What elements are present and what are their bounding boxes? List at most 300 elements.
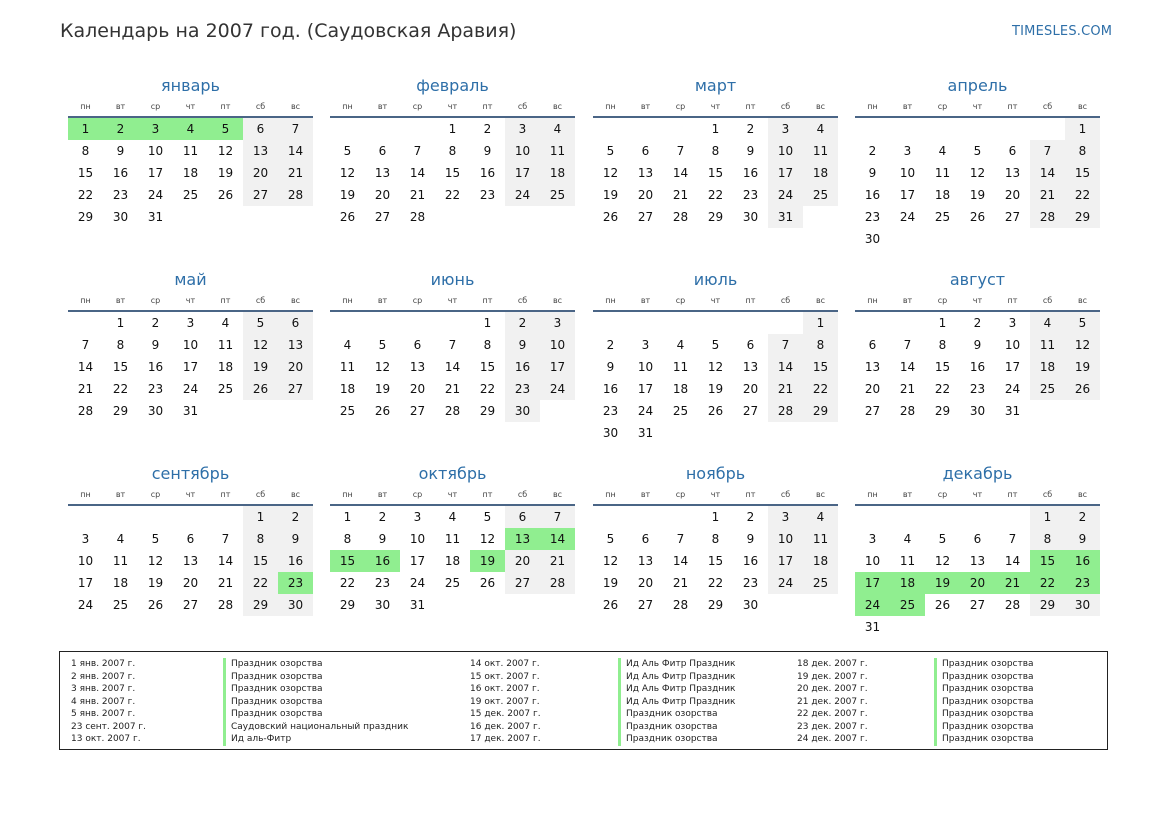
holiday-day-cell: 25 xyxy=(890,594,925,616)
holiday-date: 22 дек. 2007 г. xyxy=(797,709,868,719)
weekday-header xyxy=(330,296,575,310)
day-cell: 19 xyxy=(1065,356,1100,378)
day-cell: 8 xyxy=(343,532,352,546)
day-cell: 5 xyxy=(973,144,982,158)
day-cell: 23 xyxy=(864,210,881,224)
day-cell: 30 xyxy=(864,232,881,246)
holiday-date: 13 окт. 2007 г. xyxy=(71,734,141,744)
holiday-day-cell: 20 xyxy=(960,572,995,594)
holiday-name: Праздник озорства xyxy=(934,683,1034,696)
day-cell: 29 xyxy=(707,210,724,224)
day-cell: 4 xyxy=(1030,312,1065,334)
day-cell: 24 xyxy=(768,572,803,594)
day-cell: 6 xyxy=(278,312,313,334)
month-name: декабрь xyxy=(942,464,1013,483)
weekday-label: пн xyxy=(80,490,91,499)
weekday-label: пт xyxy=(220,490,231,499)
day-cell: 3 xyxy=(186,316,195,330)
day-cell: 7 xyxy=(1030,140,1065,162)
day-cell: 12 xyxy=(374,360,391,374)
day-cell: 5 xyxy=(378,338,387,352)
holiday-day-cell: 14 xyxy=(540,528,575,550)
holiday-name: Ид Аль Фитр Праздник xyxy=(618,683,735,696)
weekday-header xyxy=(68,296,313,310)
day-cell: 11 xyxy=(899,554,916,568)
day-cell: 25 xyxy=(1030,378,1065,400)
day-cell: 21 xyxy=(409,188,426,202)
day-cell: 27 xyxy=(637,598,654,612)
holiday-day-cell: 17 xyxy=(855,572,890,594)
day-cell: 28 xyxy=(768,400,803,422)
weekday-label: чт xyxy=(710,490,721,499)
holiday-name: Ид аль-Фитр xyxy=(223,733,291,746)
day-cell: 12 xyxy=(602,166,619,180)
holiday-day-cell: 21 xyxy=(995,572,1030,594)
day-cell: 12 xyxy=(934,554,951,568)
holiday-name: Праздник озорства xyxy=(223,683,323,696)
day-cell: 8 xyxy=(1030,528,1065,550)
weekday-label: ср xyxy=(150,102,161,111)
day-cell: 13 xyxy=(637,554,654,568)
month-name: июнь xyxy=(430,270,475,289)
day-cell: 20 xyxy=(1004,188,1021,202)
day-cell: 15 xyxy=(77,166,94,180)
day-cell: 18 xyxy=(803,550,838,572)
day-cell: 19 xyxy=(602,188,619,202)
weekday-label: сб xyxy=(517,296,528,305)
holiday-date: 23 дек. 2007 г. xyxy=(797,721,868,732)
day-cell: 25 xyxy=(112,598,129,612)
day-cell: 25 xyxy=(339,404,356,418)
weekday-label: вс xyxy=(1077,102,1088,111)
month-name: октябрь xyxy=(418,464,487,483)
day-cell: 14 xyxy=(672,554,689,568)
day-cell: 12 xyxy=(217,144,234,158)
holiday-name: Саудовский национальный праздник xyxy=(223,721,408,734)
day-cell: 24 xyxy=(540,378,575,400)
day-cell: 9 xyxy=(505,334,540,356)
weekday-label: ср xyxy=(675,102,686,111)
day-cell: 22 xyxy=(707,576,724,590)
weekday-label: ср xyxy=(675,296,686,305)
holiday-date: 14 окт. 2007 г. xyxy=(470,659,540,669)
day-cell: 23 xyxy=(147,382,164,396)
weekday-label: сб xyxy=(780,296,791,305)
day-cell: 13 xyxy=(243,140,278,162)
day-cell: 12 xyxy=(602,554,619,568)
holiday-name: Праздник озорства xyxy=(934,708,1034,721)
day-cell: 4 xyxy=(221,316,230,330)
day-cell: 1 xyxy=(803,312,838,334)
day-cell: 24 xyxy=(77,598,94,612)
day-cell: 30 xyxy=(278,594,313,616)
day-cell: 15 xyxy=(112,360,129,374)
day-cell: 5 xyxy=(606,532,615,546)
day-cell: 9 xyxy=(746,144,755,158)
day-cell: 26 xyxy=(602,598,619,612)
day-cell: 31 xyxy=(147,210,164,224)
weekday-label: пт xyxy=(482,102,493,111)
weekday-label: пт xyxy=(1007,102,1018,111)
day-cell: 16 xyxy=(742,554,759,568)
day-cell: 26 xyxy=(339,210,356,224)
holiday-date: 16 окт. 2007 г. xyxy=(470,684,540,694)
day-cell: 24 xyxy=(147,188,164,202)
day-cell: 18 xyxy=(339,382,356,396)
holiday-date: 21 дек. 2007 г. xyxy=(797,696,868,707)
day-cell: 8 xyxy=(448,144,457,158)
day-cell: 7 xyxy=(221,532,230,546)
day-cell: 12 xyxy=(243,334,278,356)
weekday-label: вс xyxy=(290,296,301,305)
day-cell: 12 xyxy=(479,532,496,546)
day-cell: 18 xyxy=(540,162,575,184)
day-cell: 20 xyxy=(742,382,759,396)
weekday-label: вс xyxy=(552,490,563,499)
holiday-date: 23 сент. 2007 г. xyxy=(71,721,147,732)
day-cell: 7 xyxy=(278,118,313,140)
holiday-day-cell: 1 xyxy=(68,118,103,140)
day-cell: 2 xyxy=(868,144,877,158)
weekday-label: вс xyxy=(815,490,826,499)
day-cell: 3 xyxy=(641,338,650,352)
day-cell: 13 xyxy=(182,554,199,568)
day-cell: 25 xyxy=(182,188,199,202)
weekday-label: чт xyxy=(185,490,196,499)
day-cell: 17 xyxy=(182,360,199,374)
day-cell: 20 xyxy=(637,576,654,590)
day-cell: 1 xyxy=(483,316,492,330)
weekday-label: ср xyxy=(937,102,948,111)
weekday-label: пт xyxy=(1007,490,1018,499)
day-cell: 6 xyxy=(641,144,650,158)
holiday-name: Ид Аль Фитр Праздник xyxy=(618,658,735,671)
day-cell: 29 xyxy=(243,594,278,616)
weekday-label: вт xyxy=(377,296,388,305)
weekday-header xyxy=(855,296,1100,310)
weekday-label: пт xyxy=(745,490,756,499)
holiday-name: Ид Аль Фитр Праздник xyxy=(618,671,735,684)
day-cell: 10 xyxy=(864,554,881,568)
day-cell: 15 xyxy=(243,550,278,572)
day-cell: 24 xyxy=(768,184,803,206)
day-cell: 16 xyxy=(742,166,759,180)
day-cell: 5 xyxy=(606,144,615,158)
day-cell: 7 xyxy=(448,338,457,352)
weekday-label: чт xyxy=(447,102,458,111)
day-cell: 28 xyxy=(1004,598,1021,612)
day-cell: 8 xyxy=(81,144,90,158)
day-cell: 31 xyxy=(409,598,426,612)
weekday-label: чт xyxy=(972,296,983,305)
day-cell: 3 xyxy=(1008,316,1017,330)
day-cell: 14 xyxy=(444,360,461,374)
weekday-label: пн xyxy=(867,490,878,499)
day-cell: 21 xyxy=(672,188,689,202)
day-cell: 20 xyxy=(243,162,278,184)
weekday-label: пн xyxy=(342,102,353,111)
day-cell: 27 xyxy=(243,184,278,206)
weekday-label: ср xyxy=(675,490,686,499)
day-cell: 16 xyxy=(505,356,540,378)
holiday-day-cell: 16 xyxy=(365,550,400,572)
weekday-label: пт xyxy=(482,490,493,499)
weekday-label: сб xyxy=(517,102,528,111)
day-cell: 22 xyxy=(479,382,496,396)
holiday-day-cell: 4 xyxy=(173,118,208,140)
day-cell: 23 xyxy=(479,188,496,202)
day-cell: 6 xyxy=(413,338,422,352)
weekday-label: пт xyxy=(745,296,756,305)
day-cell: 31 xyxy=(637,426,654,440)
day-cell: 5 xyxy=(483,510,492,524)
day-cell: 11 xyxy=(803,140,838,162)
day-cell: 17 xyxy=(637,382,654,396)
weekday-label: чт xyxy=(185,102,196,111)
holiday-day-cell: 23 xyxy=(1065,572,1100,594)
day-cell: 26 xyxy=(243,378,278,400)
day-cell: 28 xyxy=(1030,206,1065,228)
month-name: ноябрь xyxy=(685,464,746,483)
day-cell: 16 xyxy=(112,166,129,180)
day-cell: 15 xyxy=(444,166,461,180)
day-cell: 23 xyxy=(112,188,129,202)
holiday-date: 2 янв. 2007 г. xyxy=(71,671,136,682)
day-cell: 13 xyxy=(864,360,881,374)
holiday-day-cell: 18 xyxy=(890,572,925,594)
day-cell: 23 xyxy=(505,378,540,400)
day-cell: 10 xyxy=(637,360,654,374)
day-cell: 2 xyxy=(483,122,492,136)
holiday-name: Праздник озорства xyxy=(934,671,1034,684)
day-cell: 18 xyxy=(803,162,838,184)
day-cell: 2 xyxy=(378,510,387,524)
day-cell: 22 xyxy=(243,572,278,594)
weekday-label: ср xyxy=(412,490,423,499)
day-cell: 4 xyxy=(803,506,838,528)
day-cell: 13 xyxy=(969,554,986,568)
holiday-name: Ид Аль Фитр Праздник xyxy=(618,696,735,709)
holiday-day-cell: 19 xyxy=(470,550,505,572)
day-cell: 6 xyxy=(378,144,387,158)
weekday-label: чт xyxy=(710,296,721,305)
day-cell: 15 xyxy=(479,360,496,374)
day-cell: 3 xyxy=(768,118,803,140)
holiday-date: 15 окт. 2007 г. xyxy=(470,671,540,682)
day-cell: 14 xyxy=(1004,554,1021,568)
day-cell: 15 xyxy=(934,360,951,374)
day-cell: 3 xyxy=(81,532,90,546)
day-cell: 2 xyxy=(278,506,313,528)
day-cell: 22 xyxy=(803,378,838,400)
day-cell: 24 xyxy=(1004,382,1021,396)
holiday-date: 3 янв. 2007 г. xyxy=(71,684,136,694)
day-cell: 1 xyxy=(711,122,720,136)
day-cell: 2 xyxy=(746,510,755,524)
holiday-day-cell: 3 xyxy=(138,118,173,140)
day-cell: 22 xyxy=(339,576,356,590)
day-cell: 1 xyxy=(448,122,457,136)
day-cell: 4 xyxy=(676,338,685,352)
day-cell: 17 xyxy=(147,166,164,180)
weekday-label: вт xyxy=(640,102,651,111)
site-link[interactable]: TIMESLES.COM xyxy=(1012,24,1113,39)
day-cell: 3 xyxy=(413,510,422,524)
day-cell: 27 xyxy=(742,404,759,418)
holiday-day-cell: 2 xyxy=(103,118,138,140)
day-cell: 4 xyxy=(343,338,352,352)
day-cell: 1 xyxy=(1030,506,1065,528)
day-cell: 17 xyxy=(505,162,540,184)
day-cell: 31 xyxy=(768,206,803,228)
day-cell: 9 xyxy=(973,338,982,352)
day-cell: 9 xyxy=(1065,528,1100,550)
day-cell: 11 xyxy=(444,532,461,546)
weekday-label: пн xyxy=(605,102,616,111)
day-cell: 8 xyxy=(803,334,838,356)
day-cell: 22 xyxy=(1065,184,1100,206)
day-cell: 7 xyxy=(1008,532,1017,546)
day-cell: 24 xyxy=(505,184,540,206)
day-cell: 16 xyxy=(864,188,881,202)
day-cell: 14 xyxy=(77,360,94,374)
day-cell: 25 xyxy=(803,572,838,594)
day-cell: 4 xyxy=(803,118,838,140)
weekday-label: вт xyxy=(115,490,126,499)
day-cell: 1 xyxy=(938,316,947,330)
weekday-label: пт xyxy=(1007,296,1018,305)
weekday-label: ср xyxy=(412,102,423,111)
holiday-name: Праздник озорства xyxy=(223,708,323,721)
day-cell: 26 xyxy=(374,404,391,418)
day-cell: 29 xyxy=(479,404,496,418)
day-cell: 12 xyxy=(147,554,164,568)
holiday-name: Праздник озорства xyxy=(934,721,1034,734)
day-cell: 28 xyxy=(672,598,689,612)
day-cell: 7 xyxy=(81,338,90,352)
day-cell: 19 xyxy=(969,188,986,202)
day-cell: 30 xyxy=(969,404,986,418)
weekday-label: вс xyxy=(1077,490,1088,499)
day-cell: 10 xyxy=(182,338,199,352)
day-cell: 11 xyxy=(803,528,838,550)
day-cell: 27 xyxy=(1004,210,1021,224)
day-cell: 26 xyxy=(934,598,951,612)
weekday-label: пт xyxy=(220,296,231,305)
month-name: апрель xyxy=(947,76,1008,95)
weekday-header xyxy=(330,490,575,504)
day-cell: 10 xyxy=(409,532,426,546)
weekday-header xyxy=(593,490,838,504)
day-cell: 6 xyxy=(186,532,195,546)
day-cell: 2 xyxy=(151,316,160,330)
weekday-label: чт xyxy=(185,296,196,305)
day-cell: 26 xyxy=(147,598,164,612)
day-cell: 7 xyxy=(903,338,912,352)
day-cell: 17 xyxy=(540,356,575,378)
weekday-label: вт xyxy=(115,296,126,305)
day-cell: 12 xyxy=(707,360,724,374)
day-cell: 7 xyxy=(540,506,575,528)
day-cell: 22 xyxy=(77,188,94,202)
day-cell: 9 xyxy=(868,166,877,180)
day-cell: 23 xyxy=(742,188,759,202)
day-cell: 8 xyxy=(938,338,947,352)
day-cell: 1 xyxy=(1065,118,1100,140)
weekday-label: чт xyxy=(447,490,458,499)
day-cell: 6 xyxy=(746,338,755,352)
day-cell: 3 xyxy=(868,532,877,546)
day-cell: 1 xyxy=(711,510,720,524)
holiday-day-cell: 15 xyxy=(330,550,365,572)
holiday-date: 1 янв. 2007 г. xyxy=(71,659,136,669)
day-cell: 10 xyxy=(768,140,803,162)
month-name: июль xyxy=(693,270,738,289)
day-cell: 9 xyxy=(606,360,615,374)
holiday-day-cell: 5 xyxy=(208,118,243,140)
page-title: Календарь на 2007 год. (Саудовская Аравия) xyxy=(60,20,517,42)
weekday-label: ср xyxy=(412,296,423,305)
day-cell: 23 xyxy=(374,576,391,590)
holiday-date: 24 дек. 2007 г. xyxy=(797,734,868,744)
day-cell: 30 xyxy=(1065,594,1100,616)
weekday-label: сб xyxy=(1042,490,1053,499)
day-cell: 27 xyxy=(637,210,654,224)
day-cell: 10 xyxy=(77,554,94,568)
day-cell: 25 xyxy=(444,576,461,590)
day-cell: 21 xyxy=(217,576,234,590)
weekday-label: пт xyxy=(745,102,756,111)
month-name: март xyxy=(694,76,737,95)
day-cell: 28 xyxy=(444,404,461,418)
day-cell: 27 xyxy=(864,404,881,418)
day-cell: 6 xyxy=(1008,144,1017,158)
holiday-date: 15 дек. 2007 г. xyxy=(470,709,541,719)
day-cell: 28 xyxy=(899,404,916,418)
day-cell: 16 xyxy=(969,360,986,374)
day-cell: 21 xyxy=(899,382,916,396)
day-cell: 30 xyxy=(505,400,540,422)
day-cell: 17 xyxy=(409,554,426,568)
day-cell: 3 xyxy=(505,118,540,140)
day-cell: 15 xyxy=(803,356,838,378)
holiday-date: 18 дек. 2007 г. xyxy=(797,659,868,669)
day-cell: 13 xyxy=(1004,166,1021,180)
day-cell: 18 xyxy=(112,576,129,590)
day-cell: 30 xyxy=(112,210,129,224)
day-cell: 20 xyxy=(505,550,540,572)
day-cell: 29 xyxy=(803,400,838,422)
day-cell: 6 xyxy=(641,532,650,546)
day-cell: 26 xyxy=(479,576,496,590)
day-cell: 17 xyxy=(77,576,94,590)
weekday-header xyxy=(68,490,313,504)
weekday-header xyxy=(330,102,575,116)
day-cell: 11 xyxy=(934,166,951,180)
day-cell: 19 xyxy=(707,382,724,396)
weekday-label: ср xyxy=(150,296,161,305)
holiday-date: 16 дек. 2007 г. xyxy=(470,721,541,732)
day-cell: 14 xyxy=(672,166,689,180)
day-cell: 20 xyxy=(182,576,199,590)
day-cell: 19 xyxy=(243,356,278,378)
day-cell: 2 xyxy=(973,316,982,330)
weekday-label: сб xyxy=(780,102,791,111)
day-cell: 5 xyxy=(711,338,720,352)
weekday-label: ср xyxy=(937,296,948,305)
weekday-label: сб xyxy=(255,296,266,305)
weekday-label: пн xyxy=(867,102,878,111)
